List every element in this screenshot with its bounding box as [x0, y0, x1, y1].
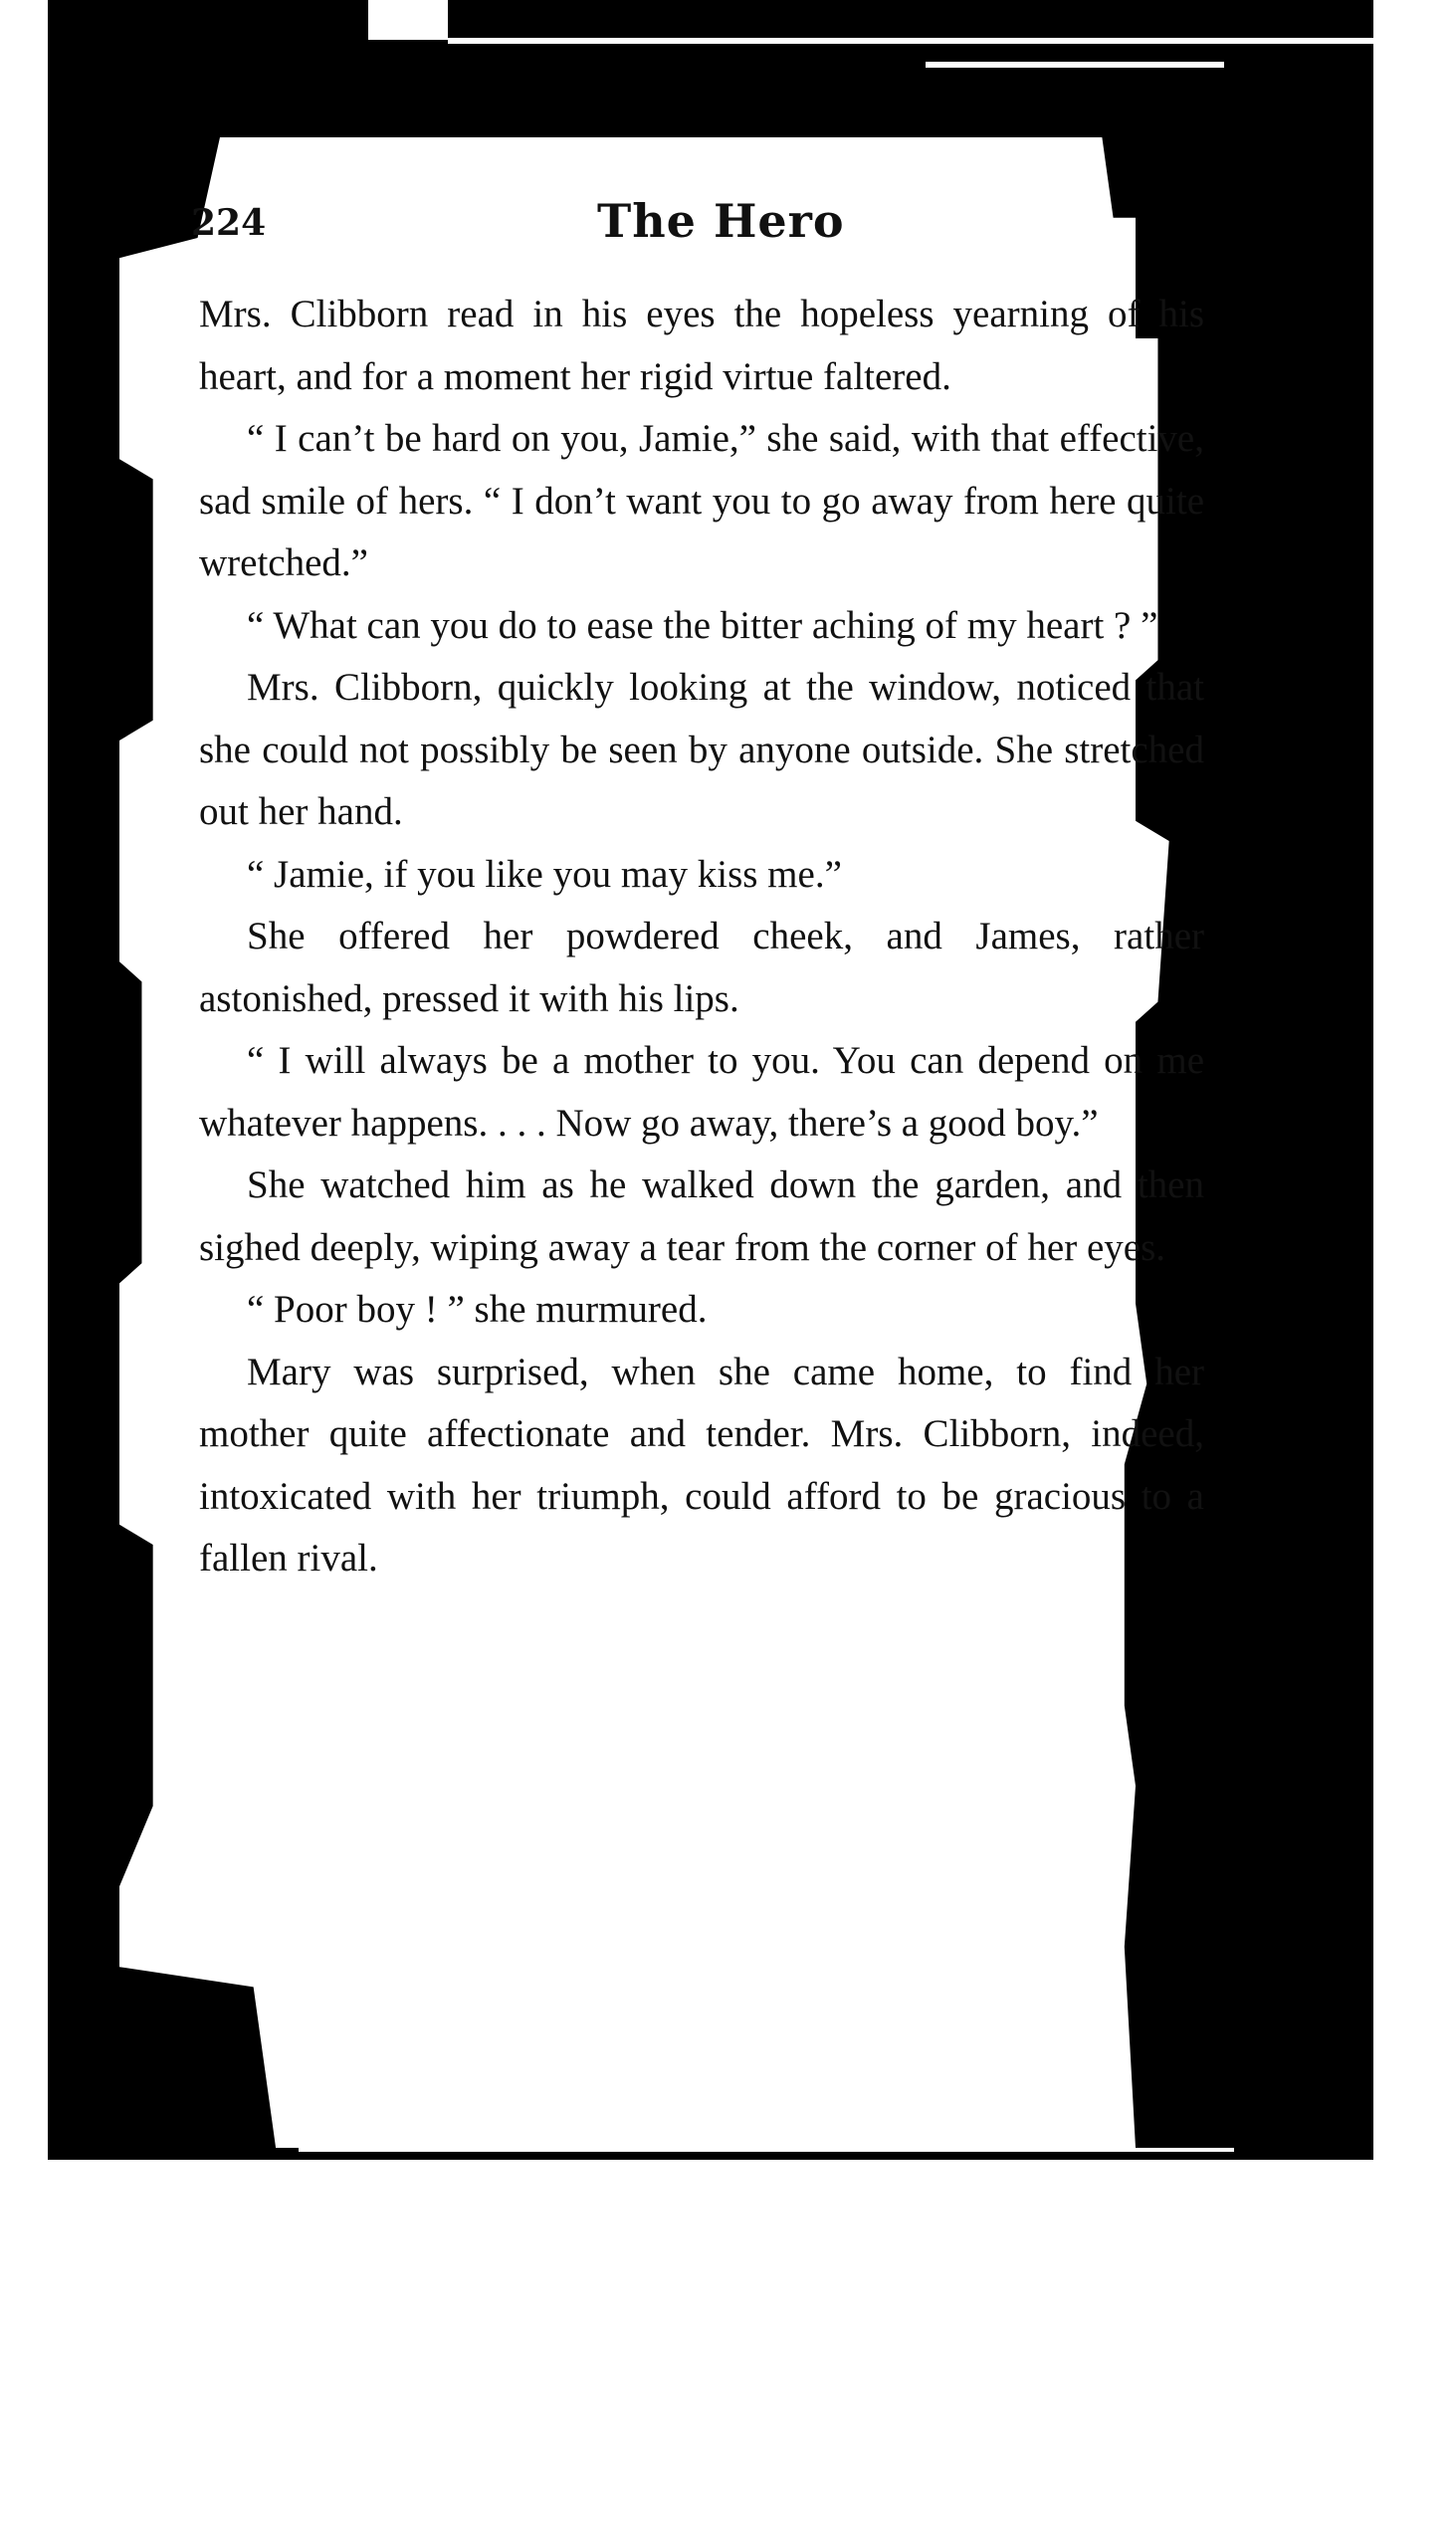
paragraph: “ Jamie, if you like you may kiss me.”: [247, 852, 842, 896]
paragraph: She watched him as he walked down the garden, and then sighed deeply, wiping away a tear from the corner of her eyes.: [199, 1163, 1204, 1269]
paragraph: Mrs. Clibborn, quickly looking at the window, noticed that she could not possibly be seen by anyone outside. She stretched out her hand.: [199, 666, 1204, 833]
paragraph: “ I can’t be hard on you, Jamie,” she said, with that effective, sad smile of hers. “ I don’t want you to go away from here quite wretched.”: [199, 417, 1204, 584]
paragraph: “ What can you do to ease the bitter aching of my heart ? ”: [247, 603, 1158, 647]
scan-artifact: [448, 38, 1373, 44]
running-head: [191, 194, 1204, 264]
book-title: The Hero: [597, 194, 845, 248]
paragraph: She offered her powdered cheek, and James, rather astonished, pressed it with his lips.: [199, 915, 1204, 1020]
paragraph: “ I will always be a mother to you. You can depend on me whatever happens. . . . Now go away, there’s a good boy.”: [199, 1039, 1204, 1145]
body-text: [199, 284, 1204, 1590]
page-bottom-edge: [299, 2148, 1234, 2152]
paragraph: Mary was surprised, when she came home, to find her mother quite affectionate and tender. Mrs. Clibborn, indeed, intoxicated with her triumph, could afford to be gracious to a fallen rival.: [199, 1350, 1204, 1580]
page-content: [191, 194, 1204, 1590]
page-number: 224: [191, 202, 267, 244]
scan-artifact: [368, 0, 448, 40]
paragraph: Mrs. Clibborn read in his eyes the hopeless yearning of his heart, and for a moment her rigid virtue faltered.: [199, 293, 1204, 398]
scan-artifact: [926, 62, 1224, 68]
paragraph: “ Poor boy ! ” she murmured.: [247, 1288, 708, 1331]
